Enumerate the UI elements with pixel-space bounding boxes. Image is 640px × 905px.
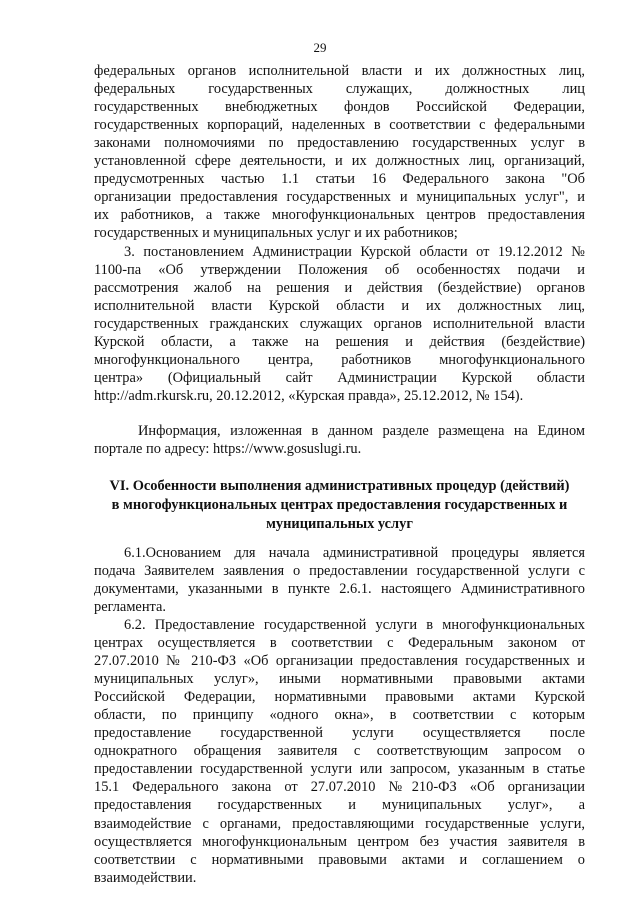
text-line: 6.2. Предоставление государственной услуги в многофункциональных	[124, 617, 585, 633]
paragraph-6-1	[94, 544, 585, 616]
page-number: 29	[313, 40, 327, 55]
text-line: государственных внебюджетных фондов Российской Федерации,	[94, 99, 585, 116]
text-line: взаимодействии.	[94, 869, 197, 886]
text-line: предоставлении государственной услуги или запросом, указанным в статье	[94, 761, 585, 778]
paragraph-item-3	[94, 243, 585, 405]
text-line: государственных и муниципальных услуг и их работников;	[94, 225, 458, 242]
text-line: федеральных органов исполнительной власти и их должностных лиц,	[94, 63, 585, 79]
text-line: государственных корпораций, наделенных в соответствии с федеральными	[94, 117, 585, 134]
paragraph-6-2	[94, 616, 585, 887]
paragraph-complaint-bodies	[94, 62, 585, 242]
text-line: многофункционального центра, работников многофункционального	[94, 351, 585, 368]
text-line: исполнительной власти Курской области и их должностных лиц,	[94, 297, 585, 314]
text-line: законами полномочиями по предоставлению государственных услуг в	[94, 135, 585, 152]
text-line: предусмотренных частью 1.1 статьи 16 Федерального закона "Об	[94, 171, 585, 188]
text-line: http://adm.rkursk.ru, 20.12.2012, «Курская правда», 25.12.2012, № 154).	[94, 387, 524, 404]
text-line: их работников, а также многофункциональных центров предоставления	[94, 207, 585, 224]
heading-line: в многофункциональных центрах предоставления государственных и	[111, 497, 568, 513]
text-line: 3. постановлением Администрации Курской области от 19.12.2012 №	[124, 243, 585, 260]
text-line: федеральных государственных служащих, должностных лиц	[94, 81, 585, 98]
text-line: центрах осуществляется в соответствии с Федеральным законом от	[94, 635, 585, 652]
text-line: соответствии с нормативными правовыми актами и соглашением о	[94, 851, 585, 868]
heading-line: муниципальных услуг	[266, 516, 413, 532]
text-line: 6.1.Основанием для начала административной процедуры является	[124, 545, 585, 561]
text-line: подача Заявителем заявления о предоставлении государственной услуги с	[94, 563, 585, 580]
text-line: муниципальных услуг», иными нормативными правовыми актами	[94, 671, 585, 688]
section-heading	[94, 477, 585, 534]
text-line: 27.07.2010 № 210-ФЗ «Об организации предоставления государственных и	[94, 653, 585, 670]
paragraph-portal-info	[94, 422, 585, 458]
text-line: центра» (Официальный сайт Администрации Курской области	[94, 369, 585, 386]
text-line: установленной сфере деятельности, и их должностных лиц, организаций,	[94, 153, 585, 170]
text-line: 1100-па «Об утверждении Положения об особенностях подачи и	[94, 261, 585, 278]
text-line: однократного обращения заявителя с соответствующим запросом о	[94, 743, 585, 760]
text-line: области, по принципу «одного окна», в соответствии с которым	[94, 707, 585, 724]
text-line: предоставление государственной услуги осуществляется после	[94, 725, 585, 742]
text-line: Российской Федерации, нормативными правовыми актами Курской	[94, 689, 585, 706]
text-line: взаимодействие с органами, предоставляющими государственные услуги,	[94, 815, 585, 832]
text-line: организации предоставления государственных и муниципальных услуг", и	[94, 189, 585, 206]
text-line: рассмотрения жалоб на решения и действия (бездействие) органов	[94, 279, 585, 296]
text-line: Информация, изложенная в данном разделе размещена на Едином	[138, 423, 585, 439]
heading-line: VI. Особенности выполнения административных процедур (действий)	[109, 478, 570, 494]
text-line: предоставления государственных и муниципальных услуг», а	[94, 797, 585, 814]
text-line: государственных гражданских служащих органов исполнительной власти	[94, 315, 585, 332]
text-line: Курской области, а также на решения и действия (бездействие)	[94, 333, 585, 350]
text-line: осуществляется многофункциональным центром без участия заявителя в	[94, 833, 585, 850]
text-line: 15.1 Федерального закона от 27.07.2010 №210-ФЗ «Об организации	[94, 779, 585, 796]
text-line: регламента.	[94, 599, 166, 616]
text-line: документами, указанными в пункте 2.6.1. настоящего Административного	[94, 581, 585, 598]
text-line: портале по адресу: https://www.gosuslugi.ru.	[94, 441, 362, 458]
